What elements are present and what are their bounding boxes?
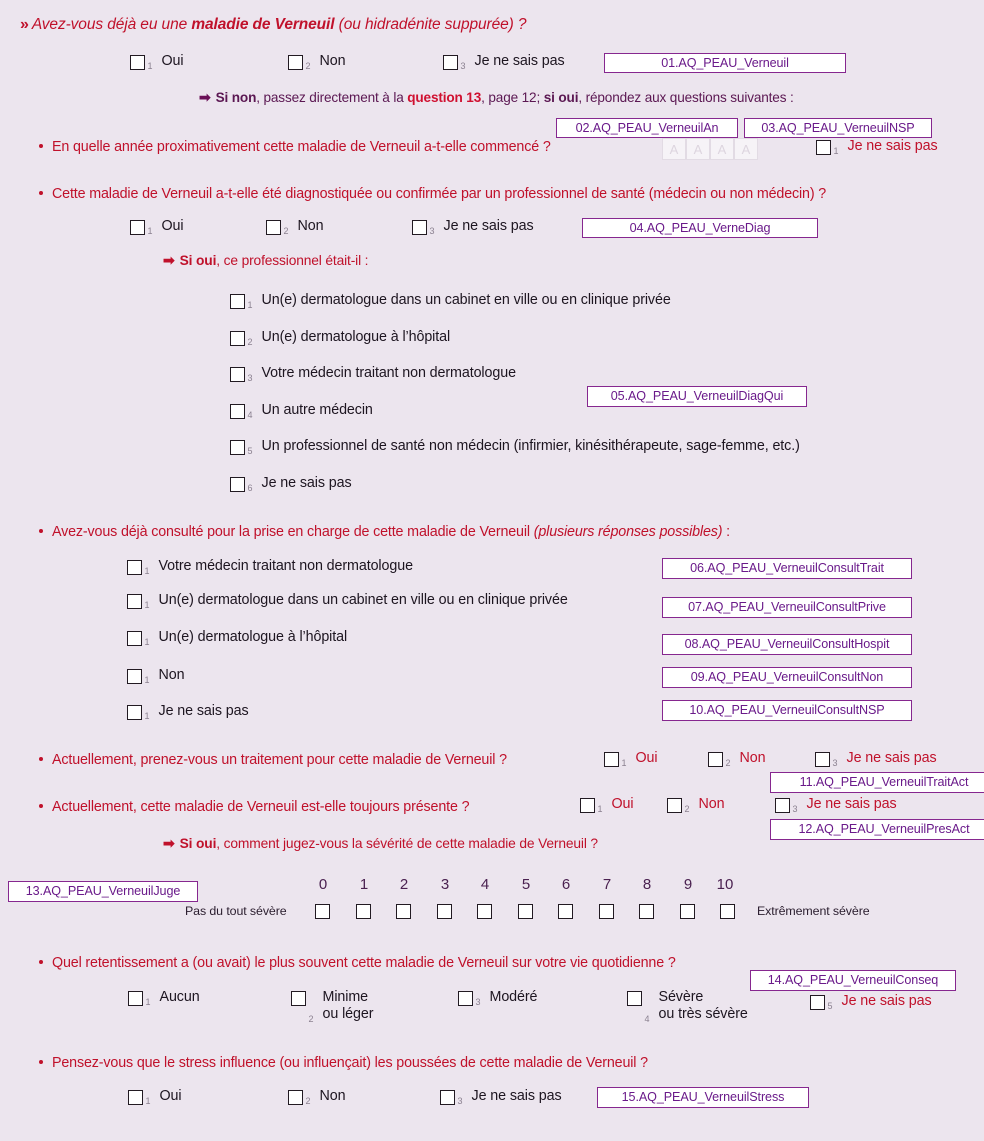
scale-number-7: 7 (602, 876, 612, 893)
title-text-bold: maladie de Verneuil (191, 16, 335, 33)
option-index: 3 (457, 1096, 463, 1106)
question-9-text (39, 1055, 648, 1071)
checkbox[interactable] (288, 55, 303, 70)
question-3-text (39, 186, 826, 202)
option-index: 1 (144, 675, 150, 685)
option-index: 1 (247, 300, 253, 310)
option-label: Je ne sais pas (158, 703, 249, 719)
checkbox[interactable] (667, 798, 682, 813)
skip-bold-2: si oui (543, 90, 579, 105)
q8-option-3[interactable] (458, 989, 537, 1006)
scale-number-1: 1 (359, 876, 369, 893)
option-label: Non (319, 1088, 346, 1104)
checkbox[interactable] (230, 294, 245, 309)
checkbox[interactable] (230, 404, 245, 419)
question-label: Cette maladie de Verneuil a-t-elle été diagnostiquée ou confirmée par un professionnel de santé (médecin ou non médecin) ? (52, 186, 827, 202)
arrow-right-icon: ➡ (163, 835, 175, 851)
option-label: Je ne sais pas (806, 796, 897, 812)
scale-anchor-low: Pas du tout sévère (185, 904, 287, 918)
option-index: 1 (144, 600, 150, 610)
option-index: 4 (247, 410, 253, 420)
option-label (323, 989, 374, 1023)
checkbox[interactable] (580, 798, 595, 813)
q3-option-2[interactable] (266, 218, 323, 235)
option-label: Non (698, 796, 725, 812)
checkbox[interactable] (130, 55, 145, 70)
q5-option-4[interactable] (127, 667, 184, 684)
option-index: 2 (247, 337, 253, 347)
option-label (659, 989, 748, 1023)
bullet-icon (39, 191, 43, 195)
checkbox[interactable] (775, 798, 790, 813)
chevron-double-right-icon: » (20, 16, 29, 33)
q1-option-3[interactable] (443, 53, 565, 70)
option-index: 3 (475, 997, 481, 1007)
option-label-line2: ou léger (322, 1006, 374, 1022)
option-index: 1 (597, 804, 603, 814)
variable-tag-09: 09.AQ_PEAU_VerneuilConsultNon (662, 667, 912, 688)
variable-tag-03: 03.AQ_PEAU_VerneuilNSP (744, 118, 932, 138)
checkbox[interactable] (288, 1090, 303, 1105)
variable-tag-10: 10.AQ_PEAU_VerneuilConsultNSP (662, 700, 912, 721)
scale-checkbox-3[interactable] (437, 904, 452, 919)
option-index: 1 (147, 61, 153, 71)
skip-text-1: , passez directement à la (256, 90, 408, 105)
q5-option-1[interactable] (127, 558, 413, 575)
scale-checkbox-4[interactable] (477, 904, 492, 919)
q8-option-5[interactable] (810, 993, 932, 1010)
option-index: 1 (145, 1096, 151, 1106)
q3-option-3[interactable] (412, 218, 534, 235)
question-label: Actuellement, prenez-vous un traitement pour cette maladie de Verneuil ? (52, 752, 507, 768)
q7-option-1[interactable] (580, 796, 633, 813)
option-index: 2 (305, 1096, 311, 1106)
option-index: 2 (305, 61, 311, 71)
scale-checkbox-5[interactable] (518, 904, 533, 919)
q6-option-3[interactable] (815, 750, 937, 767)
option-label: Non (319, 53, 346, 69)
title-text-part2: (ou hidradénite suppurée) ? (334, 16, 527, 33)
checkbox[interactable] (604, 752, 619, 767)
scale-number-0: 0 (318, 876, 328, 893)
option-label: Oui (159, 1088, 182, 1104)
scale-number-6: 6 (561, 876, 571, 893)
scale-checkbox-6[interactable] (558, 904, 573, 919)
q7-option-3[interactable] (775, 796, 897, 813)
checkbox[interactable] (230, 440, 245, 455)
option-label: Je ne sais pas (261, 475, 352, 491)
question-label: Actuellement, cette maladie de Verneuil est-elle toujours présente ? (52, 799, 470, 815)
q6-option-1[interactable] (604, 750, 657, 767)
scale-checkbox-1[interactable] (356, 904, 371, 919)
option-index: 1 (144, 637, 150, 647)
arrow-right-icon: ➡ (163, 252, 175, 268)
question-label: En quelle année proximativement cette maladie de Verneuil a-t-elle commencé ? (52, 139, 551, 155)
option-label: Je ne sais pas (841, 993, 932, 1009)
question-6-text (39, 752, 507, 768)
option-label: Non (297, 218, 324, 234)
checkbox[interactable] (443, 55, 458, 70)
variable-tag-04: 04.AQ_PEAU_VerneDiag (582, 218, 818, 238)
checkbox[interactable] (810, 995, 825, 1010)
option-label: Votre médecin traitant non dermatologue (261, 365, 516, 381)
skip-text-3: , répondez aux questions suivantes : (578, 90, 794, 105)
checkbox[interactable] (458, 991, 473, 1006)
bullet-icon (39, 804, 43, 808)
option-label: Oui (635, 750, 658, 766)
scale-number-5: 5 (521, 876, 531, 893)
option-label: Un(e) dermatologue à l’hôpital (261, 329, 451, 345)
q1-option-2[interactable] (288, 53, 345, 70)
year-cell-3[interactable]: A (710, 138, 734, 160)
sioui-instruction-1 (163, 252, 368, 269)
scale-checkbox-8[interactable] (639, 904, 654, 919)
checkbox[interactable] (627, 991, 642, 1006)
option-index: 2 (684, 804, 690, 814)
scale-number-10: 10 (716, 876, 734, 893)
checkbox[interactable] (816, 140, 831, 155)
option-index: 6 (247, 483, 253, 493)
option-index: 2 (283, 226, 289, 236)
option-index: 1 (833, 146, 839, 156)
scale-checkbox-7[interactable] (599, 904, 614, 919)
option-label: Je ne sais pas (471, 1088, 562, 1104)
checkbox[interactable] (127, 560, 142, 575)
variable-tag-13: 13.AQ_PEAU_VerneuilJuge (8, 881, 198, 902)
variable-tag-12: 12.AQ_PEAU_VerneuilPresAct (770, 819, 984, 840)
checkbox[interactable] (412, 220, 427, 235)
scale-checkbox-9[interactable] (680, 904, 695, 919)
q5-option-3[interactable] (127, 629, 347, 646)
option-index: 1 (147, 226, 153, 236)
bullet-icon (39, 757, 43, 761)
year-input-group[interactable] (662, 138, 758, 160)
checkbox[interactable] (127, 705, 142, 720)
checkbox[interactable] (128, 1090, 143, 1105)
question-label-end: : (722, 524, 731, 540)
skip-instruction (199, 89, 794, 106)
checkbox[interactable] (127, 631, 142, 646)
q4-option-2[interactable] (230, 329, 450, 346)
option-label: Non (158, 667, 185, 683)
option-label-line1: Modéré (489, 989, 538, 1005)
year-cell-1[interactable]: A (662, 138, 686, 160)
scale-checkbox-10[interactable] (720, 904, 735, 919)
option-label: Oui (611, 796, 634, 812)
sioui-instruction-2 (163, 835, 598, 852)
q4-option-1[interactable] (230, 292, 671, 309)
question-label: Quel retentissement a (ou avait) le plus souvent cette maladie de Verneuil sur votre vie quotidienne ? (52, 955, 676, 971)
option-index: 3 (247, 373, 253, 383)
option-label: Un professionnel de santé non médecin (infirmier, kinésithérapeute, sage-femme, etc.) (261, 438, 800, 454)
checkbox[interactable] (230, 477, 245, 492)
variable-tag-07: 07.AQ_PEAU_VerneuilConsultPrive (662, 597, 912, 618)
checkbox[interactable] (230, 331, 245, 346)
bullet-icon (39, 1060, 43, 1064)
variable-tag-06: 06.AQ_PEAU_VerneuilConsultTrait (662, 558, 912, 579)
skip-bold-1: Si non (215, 90, 257, 105)
skip-text-2: , page 12; (481, 90, 544, 105)
question-2-text (39, 139, 551, 155)
q5-option-2[interactable] (127, 592, 568, 609)
option-label: Je ne sais pas (846, 750, 937, 766)
bullet-icon (39, 529, 43, 533)
checkbox[interactable] (291, 991, 306, 1006)
option-label: Je ne sais pas (847, 138, 938, 154)
scale-number-3: 3 (440, 876, 450, 893)
skip-question-ref: question 13 (407, 90, 482, 105)
q5-option-5[interactable] (127, 703, 249, 720)
question-8-text (39, 955, 676, 971)
checkbox[interactable] (815, 752, 830, 767)
option-label: Oui (161, 218, 184, 234)
option-label: Non (739, 750, 766, 766)
sioui-text: , comment jugez-vous la sévérité de cette maladie de Verneuil ? (216, 836, 598, 851)
sioui-bold: Si oui (179, 836, 217, 851)
option-index: 5 (827, 1001, 833, 1011)
option-index: 3 (460, 61, 466, 71)
option-index: 1 (145, 997, 151, 1007)
scale-number-8: 8 (642, 876, 652, 893)
q8-option-4[interactable] (627, 989, 748, 1023)
arrow-right-icon: ➡ (199, 89, 211, 105)
option-index: 3 (792, 804, 798, 814)
checkbox[interactable] (127, 594, 142, 609)
option-index: 3 (832, 758, 838, 768)
scale-number-4: 4 (480, 876, 490, 893)
question-label: Avez-vous déjà consulté pour la prise en charge de cette maladie de Verneuil (52, 524, 534, 540)
option-index: 1 (621, 758, 627, 768)
checkbox[interactable] (266, 220, 281, 235)
scale-number-2: 2 (399, 876, 409, 893)
scale-number-9: 9 (683, 876, 693, 893)
option-label: Un autre médecin (261, 402, 373, 418)
year-cell-4[interactable]: A (734, 138, 758, 160)
option-label-line1: Minime (322, 989, 368, 1005)
bullet-icon (39, 960, 43, 964)
q9-option-1[interactable] (128, 1088, 181, 1105)
title-text-part1: Avez-vous déjà eu une (31, 16, 192, 33)
variable-tag-15: 15.AQ_PEAU_VerneuilStress (597, 1087, 809, 1108)
scale-anchor-high: Extrêmement sévère (757, 904, 870, 918)
option-index: 4 (644, 1014, 650, 1024)
scale-checkbox-0[interactable] (315, 904, 330, 919)
variable-tag-01: 01.AQ_PEAU_Verneuil (604, 53, 846, 73)
bullet-icon (39, 144, 43, 148)
option-label-line1: Aucun (159, 989, 200, 1005)
variable-tag-11: 11.AQ_PEAU_VerneuilTraitAct (770, 772, 984, 793)
checkbox[interactable] (708, 752, 723, 767)
q4-option-4[interactable] (230, 402, 373, 419)
variable-tag-02: 02.AQ_PEAU_VerneuilAn (556, 118, 738, 138)
option-label (490, 989, 538, 1006)
q7-option-2[interactable] (667, 796, 724, 813)
q8-option-1[interactable] (128, 989, 200, 1006)
q4-option-5[interactable] (230, 438, 800, 455)
page-title (20, 16, 526, 34)
checkbox[interactable] (440, 1090, 455, 1105)
sioui-text: , ce professionnel était-il : (216, 253, 369, 268)
option-label: Oui (161, 53, 184, 69)
checkbox[interactable] (128, 991, 143, 1006)
option-label-line2: ou très sévère (658, 1006, 748, 1022)
q9-option-3[interactable] (440, 1088, 562, 1105)
option-index: 2 (725, 758, 731, 768)
q4-option-3[interactable] (230, 365, 516, 382)
option-label: Je ne sais pas (443, 218, 534, 234)
scale-checkbox-2[interactable] (396, 904, 411, 919)
question-label: Pensez-vous que le stress influence (ou influençait) les poussées de cette maladie de Verneuil ? (52, 1055, 648, 1071)
question-7-text (39, 799, 469, 815)
option-label: Je ne sais pas (474, 53, 565, 69)
option-index: 5 (247, 446, 253, 456)
q2-option-nsp[interactable] (816, 138, 938, 155)
option-label: Un(e) dermatologue dans un cabinet en ville ou en clinique privée (261, 292, 671, 308)
option-label-line1: Sévère (658, 989, 704, 1005)
option-label: Un(e) dermatologue dans un cabinet en ville ou en clinique privée (158, 592, 568, 608)
q3-option-1[interactable] (130, 218, 183, 235)
sioui-bold: Si oui (179, 253, 217, 268)
checkbox[interactable] (127, 669, 142, 684)
option-index: 3 (429, 226, 435, 236)
q8-option-2[interactable] (291, 989, 373, 1023)
checkbox[interactable] (130, 220, 145, 235)
option-label: Un(e) dermatologue à l’hôpital (158, 629, 348, 645)
variable-tag-08: 08.AQ_PEAU_VerneuilConsultHospit (662, 634, 912, 655)
option-index: 1 (144, 566, 150, 576)
variable-tag-14: 14.AQ_PEAU_VerneuilConseq (750, 970, 956, 991)
year-cell-2[interactable]: A (686, 138, 710, 160)
option-index: 2 (308, 1014, 314, 1024)
q6-option-2[interactable] (708, 750, 765, 767)
q4-option-6[interactable] (230, 475, 352, 492)
q1-option-1[interactable] (130, 53, 183, 70)
checkbox[interactable] (230, 367, 245, 382)
q9-option-2[interactable] (288, 1088, 345, 1105)
variable-tag-05: 05.AQ_PEAU_VerneuilDiagQui (587, 386, 807, 407)
question-5-text (39, 524, 730, 540)
option-label: Votre médecin traitant non dermatologue (158, 558, 413, 574)
option-label (160, 989, 200, 1006)
option-index: 1 (144, 711, 150, 721)
question-note: (plusieurs réponses possibles) (533, 524, 723, 540)
